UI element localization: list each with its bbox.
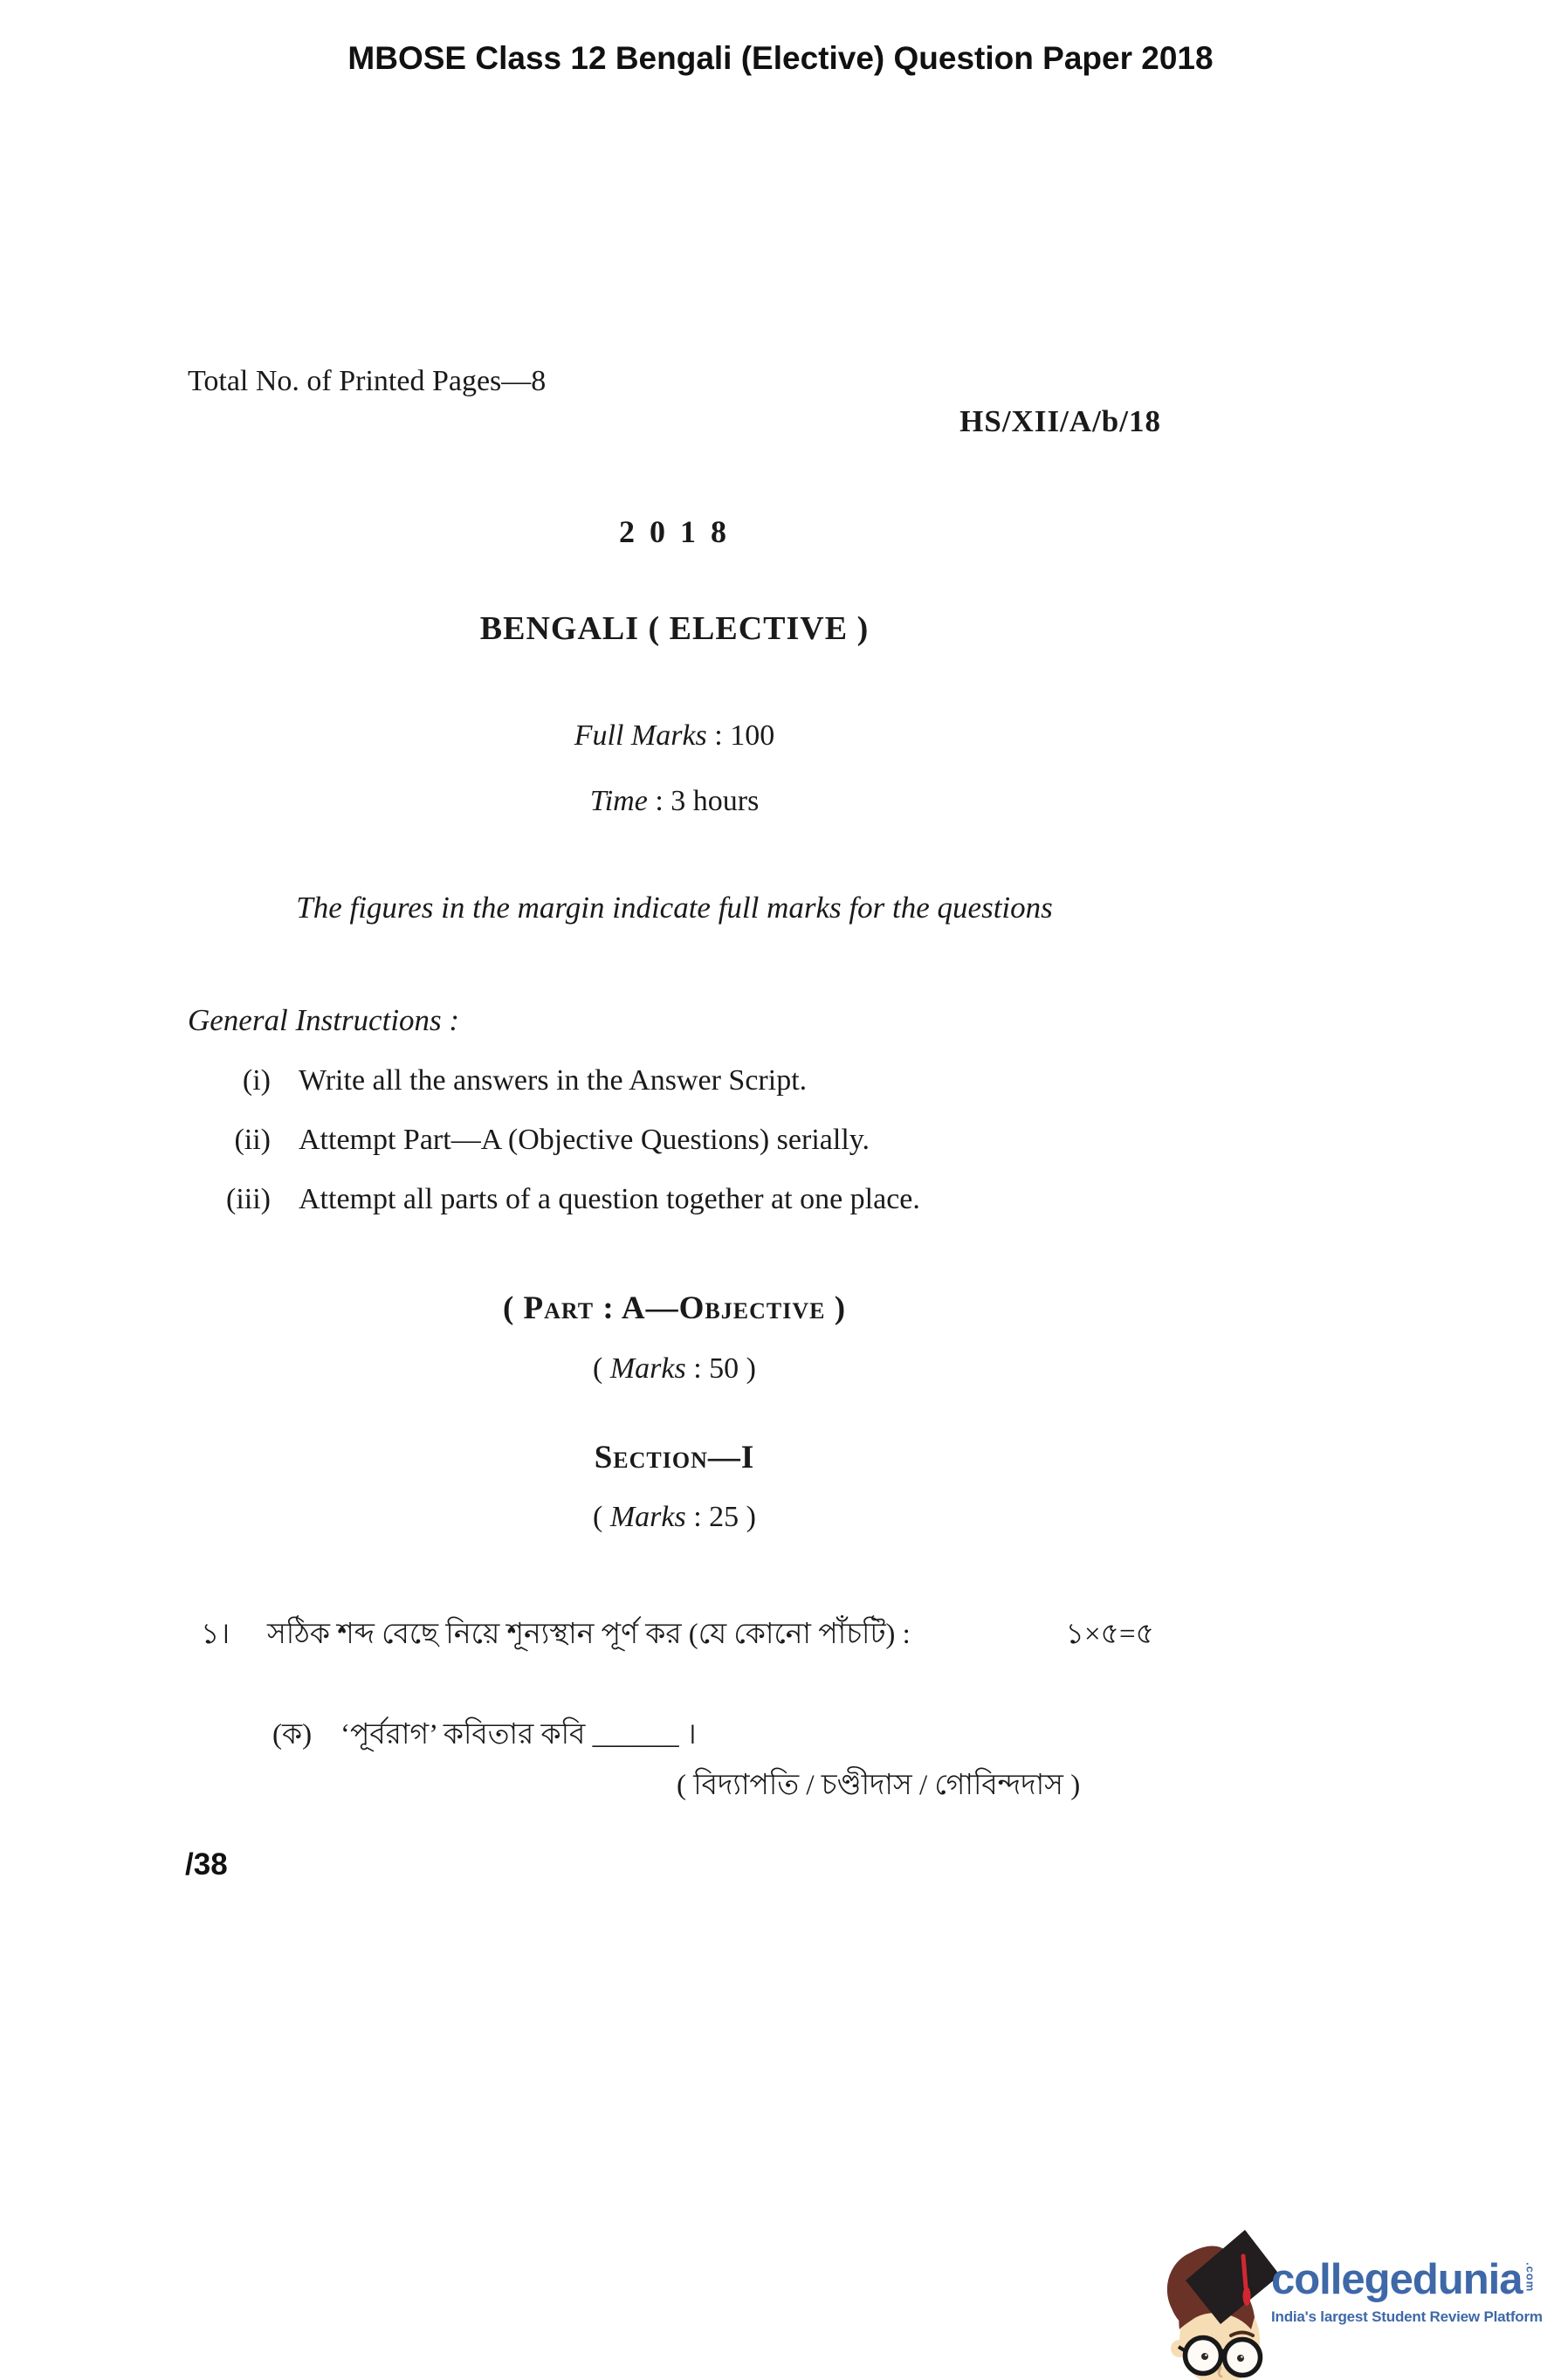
- brand-tld: .com: [1523, 2262, 1537, 2293]
- page-title: MBOSE Class 12 Bengali (Elective) Question Paper 2018: [347, 40, 1214, 76]
- marks-label: Marks: [609, 1352, 686, 1385]
- full-marks-line: [188, 719, 1161, 753]
- marks-open-paren: (: [593, 1352, 610, 1385]
- subject-title: BENGALI ( ELECTIVE ): [479, 610, 870, 647]
- question-marks: ১×৫=৫: [1065, 1619, 1154, 1650]
- marks-open-paren: (: [593, 1501, 610, 1533]
- marks-value: : 50 ): [685, 1352, 756, 1385]
- margin-note: The figures in the margin indicate full marks for the questions: [296, 891, 1053, 925]
- instruction-text: Write all the answers in the Answer Script.: [299, 1064, 808, 1097]
- marks-label: Marks: [609, 1501, 686, 1533]
- answer-options: ( বিদ্যাপতি / চণ্ডীদাস / গোবিন্দদাস ): [677, 1770, 1081, 1801]
- logo-text-block: [1271, 2258, 1561, 2326]
- time-value: : 3 hours: [647, 785, 760, 817]
- instruction-number: (i): [242, 1064, 271, 1097]
- full-marks-value: : 100: [706, 719, 775, 752]
- exam-year: 2 0 1 8: [619, 514, 730, 549]
- instruction-number: (ii): [234, 1124, 271, 1156]
- part-a-marks: [188, 1352, 1161, 1386]
- total-pages-note: Total No. of Printed Pages—8: [188, 365, 547, 397]
- time-label: Time: [589, 785, 648, 817]
- instruction-item: [188, 1064, 1161, 1097]
- full-marks-label: Full Marks: [574, 719, 707, 752]
- brand-tagline: India's largest Student Review Platform: [1271, 2308, 1543, 2326]
- time-line: [188, 785, 1161, 818]
- instruction-text: Attempt Part—A (Objective Questions) serially.: [299, 1124, 870, 1156]
- section-1-marks: [188, 1501, 1161, 1534]
- general-instructions-heading: General Instructions :: [188, 1003, 460, 1037]
- brand-wordmark: collegedunia: [1271, 2256, 1523, 2303]
- instruction-text: Attempt all parts of a question together at one place.: [299, 1183, 920, 1215]
- question-text: সঠিক শব্দ বেছে নিয়ে শূন্যস্থান পূর্ণ কর (যে কোনো পাঁচটি) :: [267, 1619, 911, 1650]
- part-a-heading: ( Part : A—Objective ): [502, 1290, 847, 1326]
- graduate-boy-mascot-icon: [1159, 2225, 1282, 2380]
- page-footer-code: /38: [185, 1847, 228, 1881]
- section-1-heading: Section—I: [594, 1440, 755, 1475]
- instruction-item: [188, 1124, 1161, 1157]
- sub-question-text: ‘পূর্বরাগ’ কবিতার কবি ______ ।: [340, 1719, 697, 1751]
- instruction-number: (iii): [226, 1183, 271, 1215]
- instruction-item: [188, 1183, 1161, 1216]
- collegedunia-logo: [1142, 2214, 1561, 2380]
- sub-question-label: (ক): [272, 1719, 313, 1751]
- marks-value: : 25 ): [685, 1501, 756, 1533]
- question-number: ১।: [201, 1619, 230, 1650]
- paper-code: HS/XII/A/b/18: [959, 404, 1161, 438]
- paper-content: [188, 0, 1161, 2380]
